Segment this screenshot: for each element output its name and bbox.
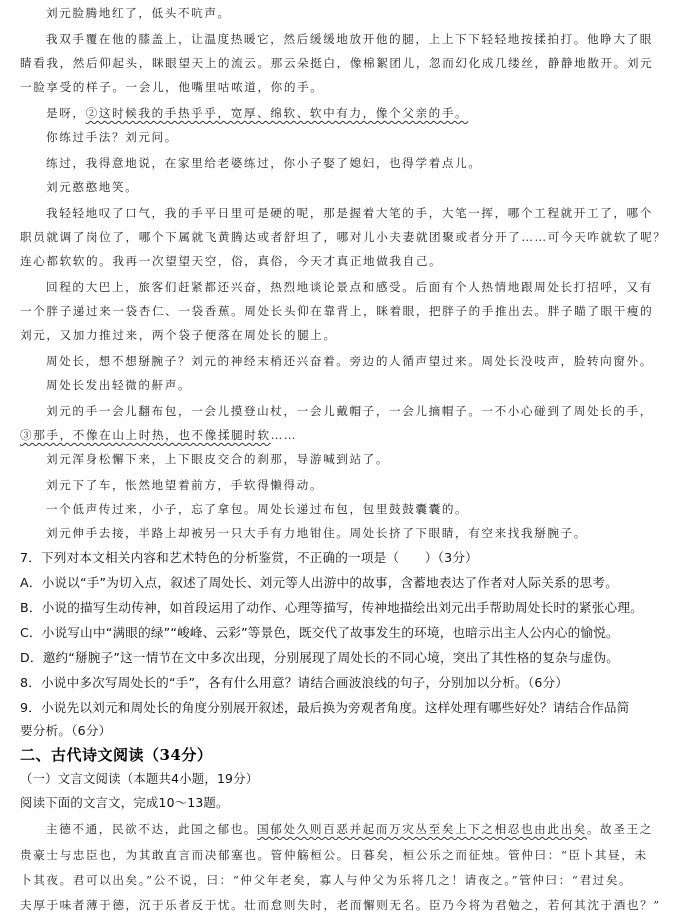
story-text: …… xyxy=(270,428,298,442)
section-heading: 二、古代诗文阅读（34分） xyxy=(20,746,213,764)
classical-text: 。故圣王之 xyxy=(586,822,653,836)
story-line: 练过，我得意地说，在家里给老婆练过，你小子娶了媳妇，也得学着点儿。 xyxy=(46,156,482,170)
question-7-option-b: B．小说的描写生动传神，如首段运用了动作、心理等描写，传神地描绘出刘元出手帮助周处长时的紧张心理。 xyxy=(20,600,643,615)
classical-text-line: 贵豪士与忠臣也，为其敢直言而决郁塞也。管仲觞桓公。日暮矣，桓公乐之而征烛。管仲曰：“臣卜其昼，未 xyxy=(20,848,648,862)
story-line: 一脸享受的样子。一会儿，他嘴里咕哝道，你的手。 xyxy=(20,80,324,94)
story-line: 一个低声传过来，小子，忘了拿包。周处长递过布包，包里鼓鼓囊囊的。 xyxy=(46,502,469,516)
subsection-heading: （一）文言文阅读（本题共4小题，19分） xyxy=(20,771,259,786)
question-7-option-a: A．小说以“手”为切入点，叙述了周处长、刘元等人出游中的故事，含蓄地表达了作者对人际关系的思考。 xyxy=(20,575,618,590)
classical-text-line xyxy=(46,818,682,840)
classical-text-line: 夫厚于味者薄于德，沉于乐者反于忧。壮而怠则失时，老而懈则无名。臣乃今将为君勉之，若何其沈于酒也？” xyxy=(20,898,661,912)
story-line: 你练过手法？刘元问。 xyxy=(46,130,178,144)
story-line xyxy=(20,424,680,446)
classical-text-line: 卜其夜。君可以出矣。”公不说，曰：“仲父年老矣，寡人与仲父为乐将几之！请夜之。”管仲曰：“君过矣。 xyxy=(20,873,633,887)
question-7-option-d: D．邀约“掰腕子”这一情节在文中多次出现，分别展现了周处长的不同心境，突出了其性格的复杂与虚伪。 xyxy=(20,650,620,665)
question-8: 8．小说中多次写周处长的“手”，各有什么用意？请结合画波浪线的句子，分别加以分析。（6分） xyxy=(20,675,569,690)
story-line: 我轻轻地叹了口气，我的手平日里可是硬的呢，那是握着大笔的手，大笔一挥，哪个工程就开工了，哪个 xyxy=(46,206,653,220)
story-line: 连心都软软的。我再一次望望天空，俗，真俗，今天才真正地做我自己。 xyxy=(20,254,443,268)
story-line: 刘元下了车，怅然地望着前方，手软得懒得动。 xyxy=(46,478,324,492)
wavy-underlined-classical-sentence: 国郁处久则百恶并起而万灾丛至矣上下之相忍也由此出矣 xyxy=(257,822,587,836)
story-line: 刘元伸手去接，半路上却被另一只大手有力地钳住。周处长挤了下眼睛，有空来找我掰腕子。 xyxy=(46,526,587,540)
question-7-option-c: C．小说写山中“满眼的绿”“峻峰、云彩”等景色，既交代了故事发生的环境，也暗示出主人公内心的愉悦。 xyxy=(20,625,619,640)
story-line: 刘元的手一会儿翻布包，一会儿摸登山杖，一会儿戴帽子，一会儿摘帽子。一不小心碰到了周处长的手， xyxy=(46,404,653,418)
story-line: 刘元，又加力推过来，两个袋子便落在周处长的腿上。 xyxy=(20,328,337,342)
story-text: 是呀， xyxy=(46,106,86,120)
question-9: 9．小说先以刘元和周处长的角度分别展开叙述，最后换为旁观者角度。这样处理有哪些好处？请结合作品简 xyxy=(20,700,630,715)
wavy-underlined-sentence-2: ②这时候我的手热乎乎，宽厚、绵软、软中有力，像个父亲的手。 xyxy=(85,106,469,120)
story-line: 职员就调了岗位了，哪个下属就飞黄腾达或者舒坦了，哪对儿小夫妻就团聚或者分开了……可今天咋就软了呢？ xyxy=(20,230,667,244)
story-line: 我双手覆在他的膝盖上，让温度热暖它，然后缓缓地放开他的腿，上上下下轻轻地按揉拍打。他睁大了眼 xyxy=(46,32,653,46)
story-line: 一个胖子递过来一袋杏仁、一袋香蕉。周处长头仰在靠背上，眯着眼，把胖子的手推出去。胖子瞄了眼干瘦的 xyxy=(20,304,654,318)
story-line: 刘元浑身松懈下来，上下眼皮交合的刹那，导游喊到站了。 xyxy=(46,452,390,466)
story-line: 刘元脸腾地红了，低头不吭声。 xyxy=(46,6,231,20)
story-line: 周处长发出轻微的鼾声。 xyxy=(46,378,192,392)
story-line: 刘元憨憨地笑。 xyxy=(46,180,139,194)
classical-text: 主德不通，民欲不达，此国之郁也。 xyxy=(46,822,258,836)
question-7: 7．下列对本文相关内容和艺术特色的分析鉴赏，不正确的一项是（ ）（3分） xyxy=(20,550,478,565)
wavy-underlined-sentence-3: ③那手，不像在山上时热，也不像揉腿时软 xyxy=(20,428,271,442)
story-line xyxy=(46,102,682,124)
reading-instruction: 阅读下面的文言文，完成10～13题。 xyxy=(20,795,229,810)
story-line: 回程的大巴上，旅客们赶紧都还兴奋，热烈地谈论景点和感受。后面有个人热情地跟周处长打招呼，又有 xyxy=(46,280,653,294)
story-line: 睛看我，然后仰起头，眯眼望天上的流云。那云朵挺白，像棉絮团儿，忽而幻化成几缕丝，静静地散开。刘元 xyxy=(20,56,654,70)
question-9-cont: 要分析。（6分） xyxy=(20,723,112,738)
story-line: 周处长，想不想掰腕子？刘元的神经末梢还兴奋着。旁边的人循声望过来。周处长没吱声，脸转向窗外。 xyxy=(46,354,653,368)
